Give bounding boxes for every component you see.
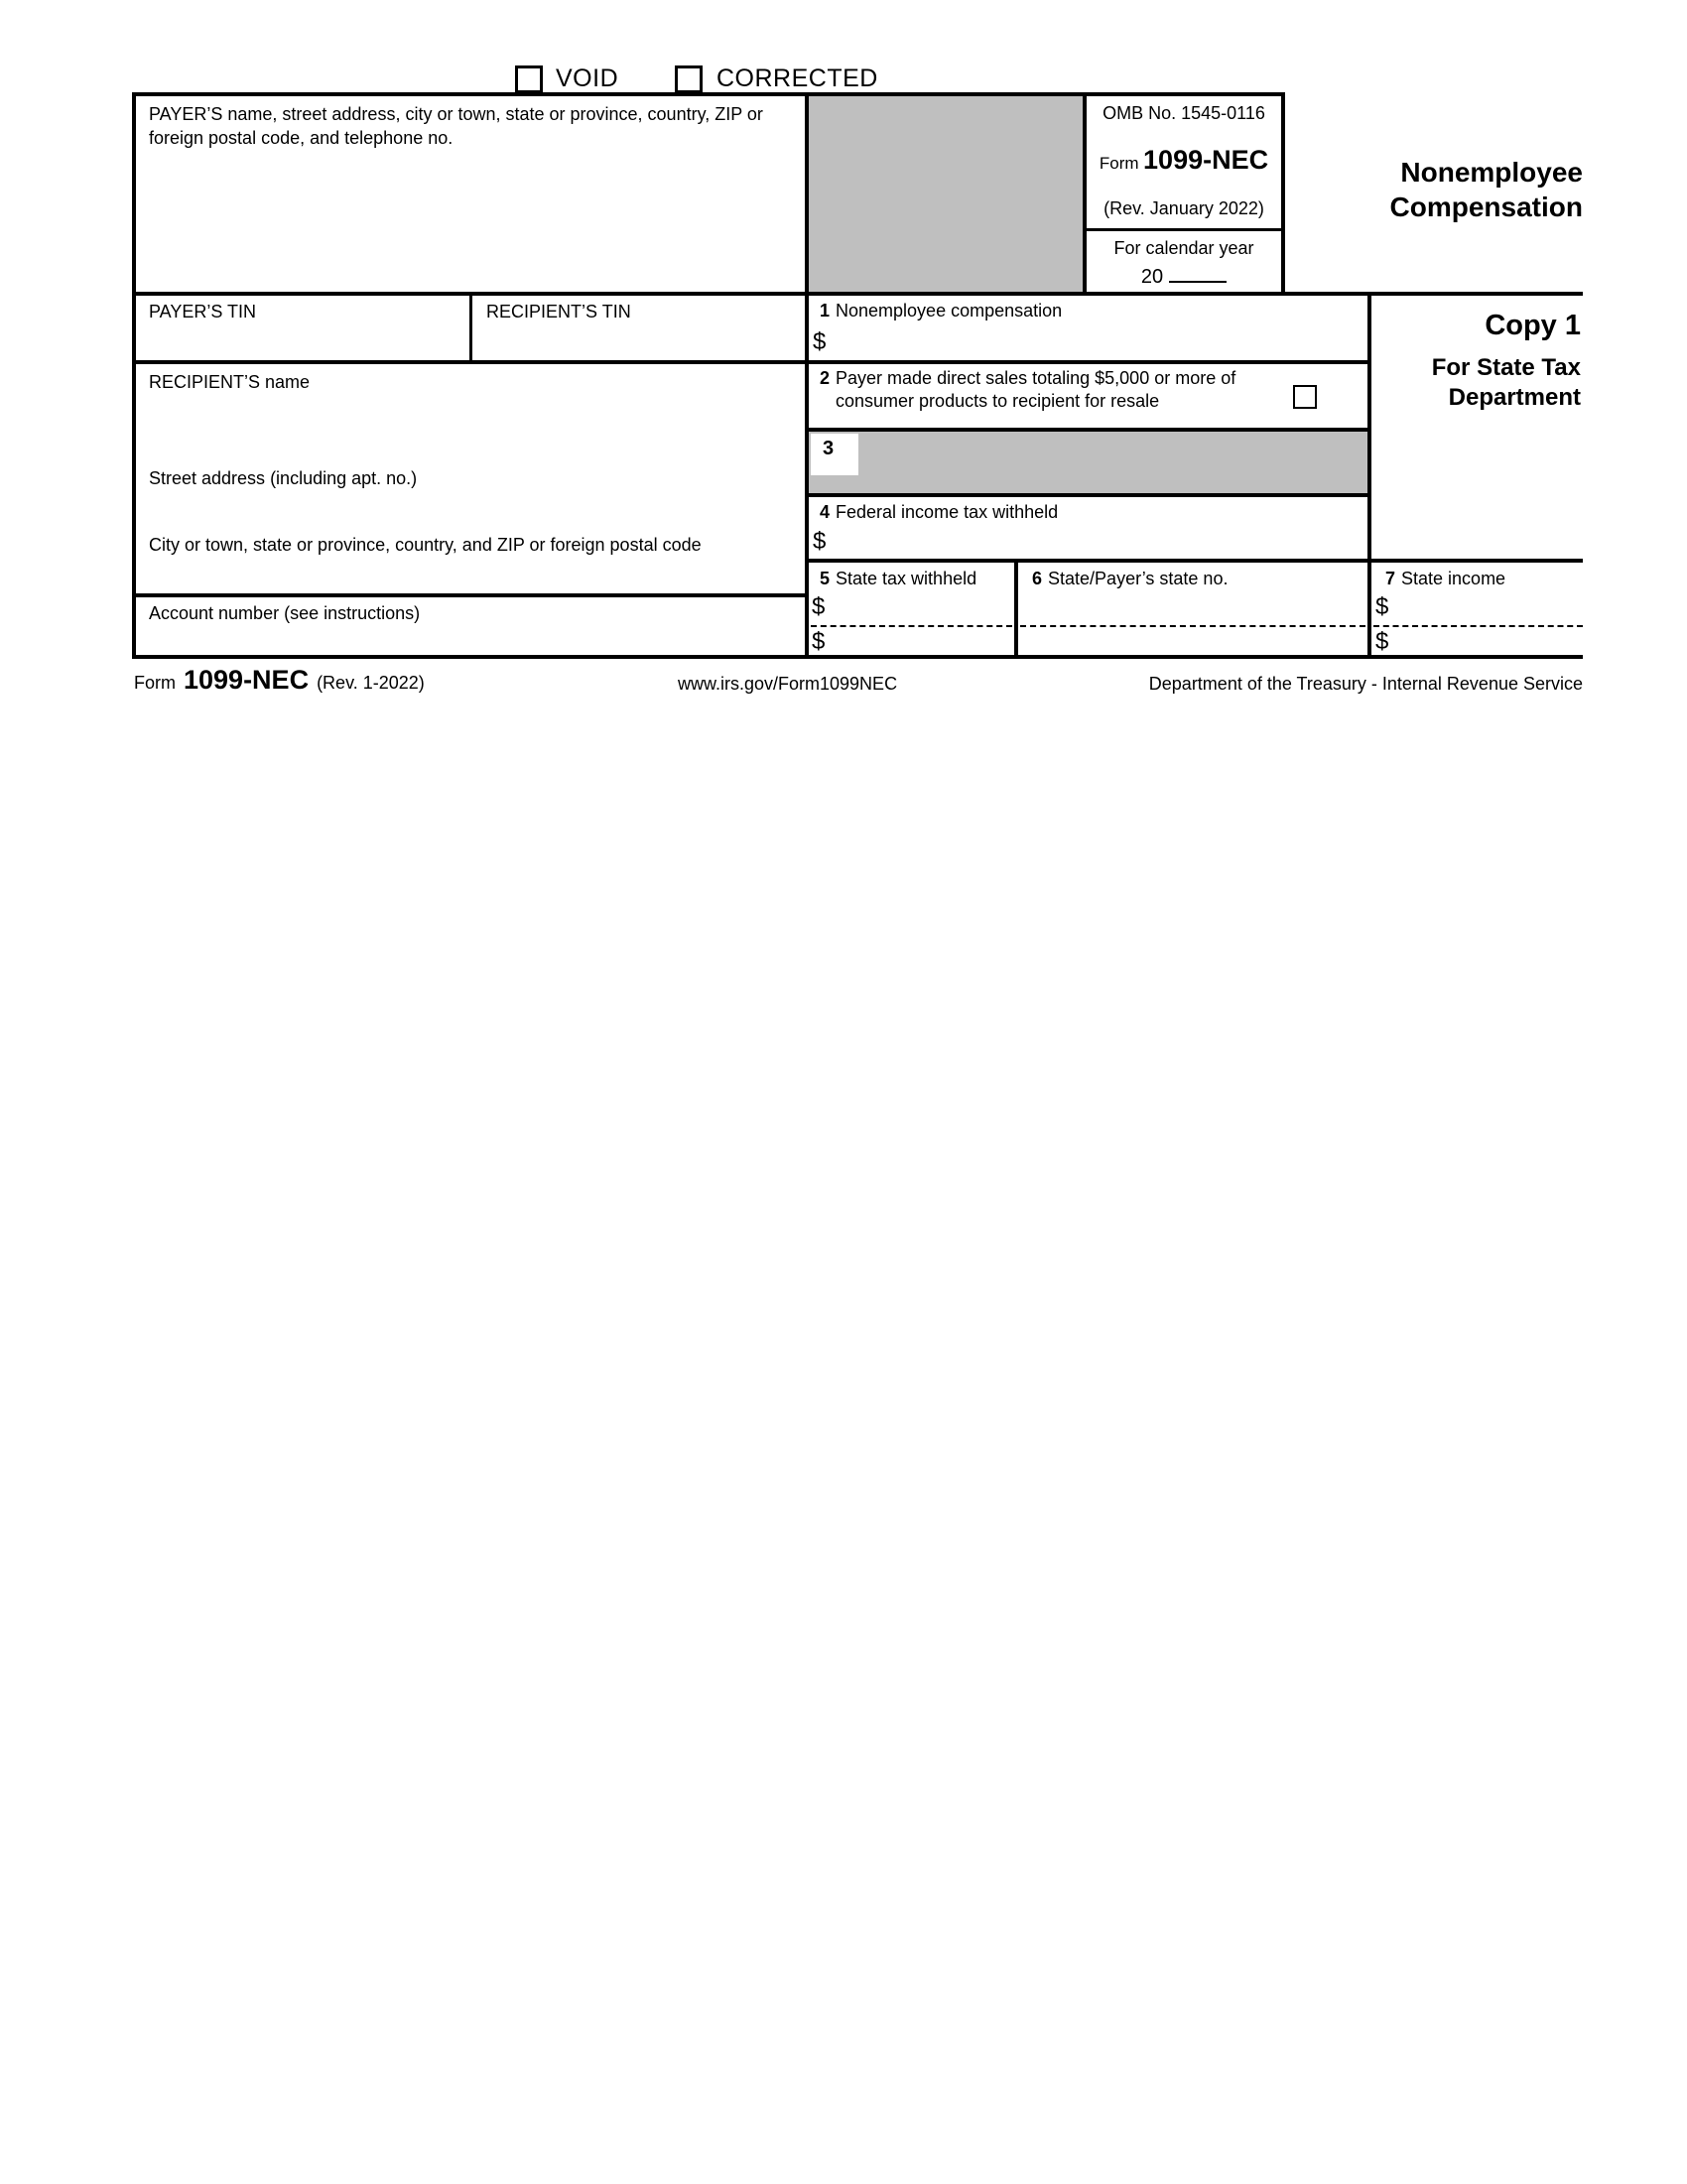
corrected-label: CORRECTED [716, 64, 878, 92]
box3-number-chip [811, 434, 858, 475]
shaded-area-top [807, 94, 1085, 294]
irs-url-link[interactable]: www.irs.gov/Form1099NEC [678, 674, 898, 694]
divider-line [134, 360, 1369, 364]
box6-state-number-field-1[interactable] [1022, 594, 1364, 622]
treasury-agency-label: Department of the Treasury - Internal Revenue Service [1148, 674, 1583, 694]
payer-box-label: PAYER’S name, street address, city or town, state or province, country, ZIP or foreign postal code, and telephone no. [149, 104, 763, 148]
dashed-divider [1020, 625, 1365, 627]
divider-line [805, 92, 809, 659]
divider-line [807, 428, 1369, 432]
box4-amount-field[interactable] [842, 529, 1358, 557]
city-field[interactable] [138, 559, 798, 591]
box5-amount-field-1[interactable] [839, 594, 1012, 622]
box7-label: State income [1401, 569, 1506, 588]
box4-label: Federal income tax withheld [836, 502, 1059, 522]
divider-line [134, 292, 1583, 296]
box1-number: 1 [820, 301, 831, 321]
divider-line [134, 655, 1583, 659]
box6-state-number-field-2[interactable] [1022, 629, 1364, 653]
form-number: 1099-NEC [1143, 145, 1269, 175]
divider-line [807, 559, 1583, 563]
box2-label-line1: Payer made direct sales totaling $5,000 or more of [836, 368, 1236, 388]
box5-dollar-sign-2: $ [812, 628, 826, 655]
box7-amount-field-1[interactable] [1402, 594, 1581, 622]
calendar-year-prefix: 20 [1140, 266, 1164, 288]
box7-dollar-sign-1: $ [1375, 593, 1389, 620]
calendar-year-label: For calendar year [1113, 238, 1254, 258]
box5-amount-field-2[interactable] [839, 629, 1012, 653]
box2-resale-checkbox[interactable] [1293, 385, 1317, 409]
box3-shaded-area [807, 430, 1369, 495]
void-checkbox[interactable] [515, 65, 543, 93]
box5-label: State tax withheld [836, 569, 977, 588]
divider-line [132, 92, 136, 659]
payer-tin-label: PAYER’S TIN [149, 302, 257, 321]
dashed-divider [811, 625, 1012, 627]
box1-label: Nonemployee compensation [836, 301, 1063, 321]
box3-number: 3 [823, 438, 835, 459]
account-number-label: Account number (see instructions) [149, 603, 421, 623]
copy-for-line2: Department [1448, 384, 1581, 411]
account-number-field[interactable] [138, 625, 798, 653]
divider-line [1014, 559, 1018, 659]
void-label: VOID [556, 64, 619, 92]
divider-line [469, 294, 472, 362]
copy-label: Copy 1 [1485, 310, 1581, 341]
footer-form-number: 1099-NEC [184, 665, 310, 695]
box5-dollar-sign-1: $ [812, 593, 826, 620]
copy-for-line1: For State Tax [1431, 354, 1581, 381]
box7-number: 7 [1385, 569, 1396, 588]
box2-number: 2 [820, 368, 831, 388]
recipient-tin-label: RECIPIENT’S TIN [486, 302, 631, 321]
recipient-name-field[interactable] [138, 397, 798, 461]
box6-label: State/Payer’s state no. [1048, 569, 1229, 588]
form-title-line2: Compensation [1389, 192, 1583, 222]
box1-dollar-sign: $ [813, 328, 827, 355]
revision-label: (Rev. January 2022) [1103, 198, 1264, 218]
divider-line [1085, 228, 1283, 231]
omb-number: OMB No. 1545-0116 [1103, 103, 1265, 123]
box7-dollar-sign-2: $ [1375, 628, 1389, 655]
footer-form-word: Form [134, 673, 176, 693]
box5-number: 5 [820, 569, 831, 588]
recipient-tin-field[interactable] [476, 325, 799, 357]
box7-amount-field-2[interactable] [1402, 629, 1581, 653]
box4-dollar-sign: $ [813, 528, 827, 555]
divider-line [134, 593, 807, 597]
street-address-field[interactable] [138, 492, 798, 530]
form-title-line1: Nonemployee [1400, 157, 1583, 188]
calendar-year-field[interactable] [1169, 261, 1227, 283]
form-word: Form [1099, 154, 1139, 173]
box2-label-line2: consumer products to recipient for resale [836, 391, 1160, 411]
footer-revision: (Rev. 1-2022) [317, 673, 425, 693]
payer-tin-field[interactable] [138, 325, 465, 357]
dashed-divider [1373, 625, 1583, 627]
divider-line [134, 92, 1283, 96]
payer-info-field[interactable] [138, 154, 798, 288]
street-address-label: Street address (including apt. no.) [149, 468, 418, 488]
divider-line [807, 493, 1369, 497]
corrected-checkbox[interactable] [675, 65, 703, 93]
city-label: City or town, state or province, country, and ZIP or foreign postal code [149, 535, 702, 555]
recipient-name-label: RECIPIENT’S name [149, 372, 311, 392]
box4-number: 4 [820, 502, 831, 522]
box1-amount-field[interactable] [842, 329, 1358, 357]
divider-line [1367, 292, 1371, 659]
box6-number: 6 [1032, 569, 1043, 588]
